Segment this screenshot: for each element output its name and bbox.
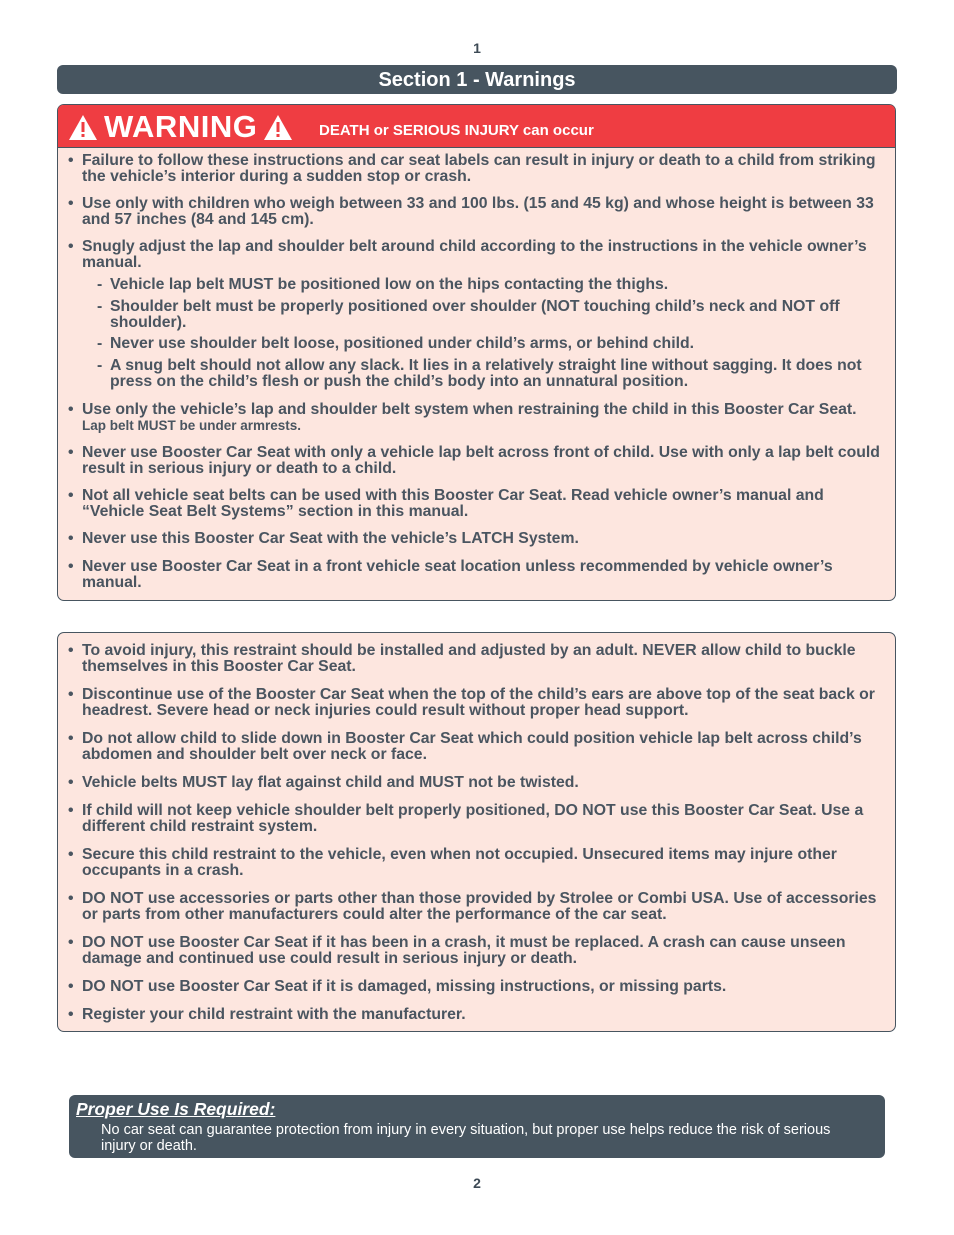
list-item <box>68 402 883 434</box>
proper-use-title: Proper Use Is Required: <box>76 1099 276 1119</box>
page-number-bottom: 2 <box>473 1175 481 1191</box>
sub-list-item <box>68 299 883 331</box>
list-item <box>68 239 883 271</box>
warning-header <box>58 105 895 148</box>
page-number-top: 1 <box>473 40 481 56</box>
section-title: Section 1 - Warnings <box>57 65 897 94</box>
list-item-text: Never use Booster Car Seat with only a vehicle lap belt across front of child. Use with only a lap belt could result in serious injury or death to a child. <box>82 444 880 477</box>
list-item-text: Never use this Booster Car Seat with the vehicle’s LATCH System. <box>82 530 579 547</box>
list-item-text: Shoulder belt must be properly positioned over shoulder (NOT touching child’s neck and NOT off shoulder). <box>110 298 840 331</box>
list-item-text: Discontinue use of the Booster Car Seat when the top of the child’s ears are above top of the seat back or headrest. Severe head or neck injuries could result without proper head support. <box>82 686 875 719</box>
list-item <box>68 488 883 520</box>
list-item <box>68 731 883 763</box>
list-item-text: Register your child restraint with the manufacturer. <box>82 1006 466 1023</box>
list-item <box>68 196 883 228</box>
list-item-note: Lap belt MUST be under armrests. <box>82 418 302 433</box>
warning-triangle-icon <box>263 114 293 141</box>
list-item <box>68 559 883 591</box>
list-item-text: Use only the vehicle’s lap and shoulder belt system when restraining the child in this Booster Car Seat. <box>82 401 857 418</box>
sub-list-item <box>68 277 883 293</box>
list-item-text: Use only with children who weigh between 33 and 100 lbs. (15 and 45 kg) and whose height is between 33 and 57 inches (84 and 145 cm). <box>82 195 874 228</box>
sub-list-item <box>68 336 883 352</box>
list-item-text: To avoid injury, this restraint should be installed and adjusted by an adult. NEVER allow child to buckle themselves in this Booster Car Seat. <box>82 642 856 675</box>
list-item-text: Secure this child restraint to the vehicle, even when not occupied. Unsecured items may injure other occupants in a crash. <box>82 846 837 879</box>
sub-list-item <box>68 358 883 390</box>
list-item <box>68 979 883 995</box>
warning-subtitle: DEATH or SERIOUS INJURY can occur <box>319 122 594 139</box>
list-item-text: Snugly adjust the lap and shoulder belt around child according to the instructions in the vehicle owner’s manual. <box>82 238 867 271</box>
warning-list <box>68 153 883 591</box>
list-item-text: DO NOT use accessories or parts other than those provided by Strolee or Combi USA. Use of accessories or parts from other manufacturers could alter the performance of the car seat. <box>82 890 877 923</box>
proper-use-body: No car seat can guarantee protection from injury in every situation, but proper use helps reduce the risk of serious injury or death. <box>101 1122 831 1154</box>
list-item <box>68 687 883 719</box>
list-item-text: If child will not keep vehicle shoulder belt properly positioned, DO NOT use this Booster Car Seat. Use a different child restraint system. <box>82 802 864 835</box>
list-item <box>68 643 883 675</box>
list-item-text: Do not allow child to slide down in Booster Car Seat which could position vehicle lap belt across child’s abdomen and shoulder belt over neck or face. <box>82 730 862 763</box>
list-item <box>68 935 883 967</box>
list-item <box>68 847 883 879</box>
list-item-text: Not all vehicle seat belts can be used with this Booster Car Seat. Read vehicle owner’s manual and “Vehicle Seat Belt Systems” section in this manual. <box>82 487 824 520</box>
list-item-text: Never use Booster Car Seat in a front vehicle seat location unless recommended by vehicle owner’s manual. <box>82 558 833 591</box>
list-item <box>68 891 883 923</box>
list-item-text: Never use shoulder belt loose, positioned under child’s arms, or behind child. <box>110 335 695 352</box>
warning-triangle-icon <box>68 114 98 141</box>
list-item <box>68 531 883 547</box>
warning-word: WARNING <box>104 109 258 144</box>
list-item <box>68 803 883 835</box>
warning-box <box>57 104 896 601</box>
list-item <box>68 445 883 477</box>
list-item-text: Failure to follow these instructions and car seat labels can result in injury or death to a child from striking the vehicle’s interior during a sudden stop or crash. <box>82 152 876 185</box>
list-item-text: DO NOT use Booster Car Seat if it is damaged, missing instructions, or missing parts. <box>82 978 727 995</box>
instructions-list <box>68 643 883 1023</box>
instructions-box <box>57 632 896 1032</box>
list-item <box>68 1007 883 1023</box>
list-item-text: Vehicle belts MUST lay flat against child and MUST not be twisted. <box>82 774 579 791</box>
list-item-text: A snug belt should not allow any slack. It lies in a relatively straight line without sagging. It does not press on the child’s flesh or push the child’s body into an unnatural position. <box>110 357 862 390</box>
warning-label <box>68 109 293 145</box>
list-item-text: DO NOT use Booster Car Seat if it has been in a crash, it must be replaced. A crash can cause unseen damage and continued use could result in serious injury or death. <box>82 934 846 967</box>
list-item-text: Vehicle lap belt MUST be positioned low on the hips contacting the thighs. <box>110 276 669 293</box>
proper-use-panel <box>69 1095 885 1158</box>
list-item <box>68 775 883 791</box>
list-item <box>68 153 883 185</box>
